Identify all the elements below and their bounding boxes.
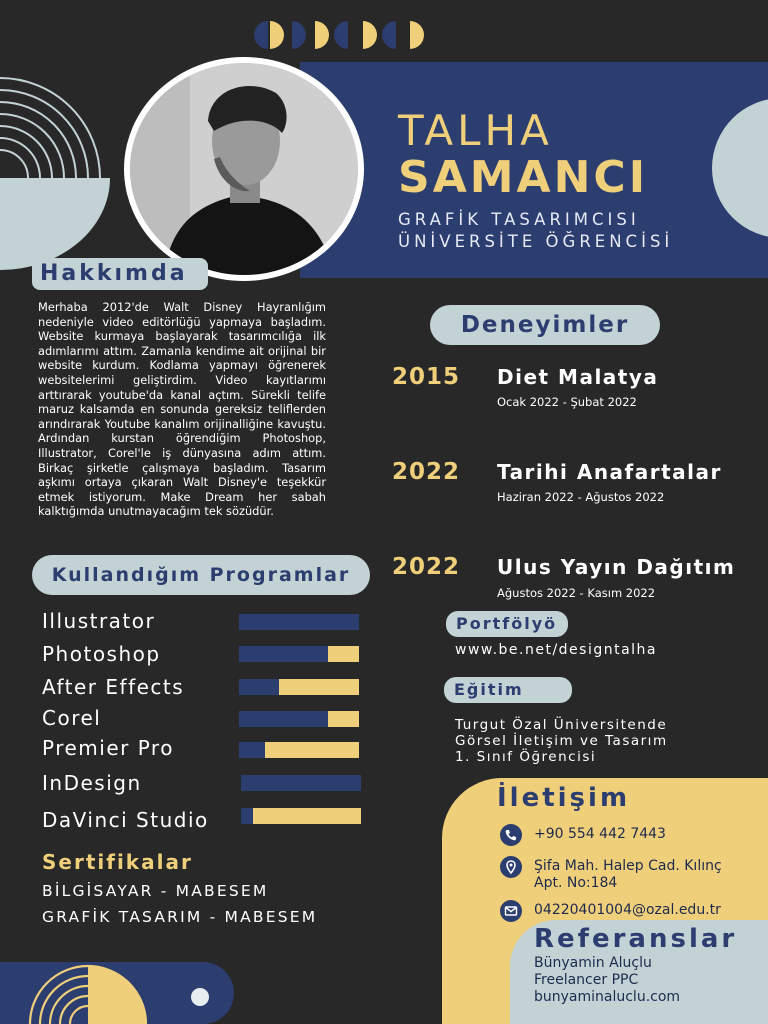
reference-name: Bünyamin Aluçlu [534,955,652,971]
experience-company: Tarihi Anafartalar [497,460,722,484]
skill-bar-fill [253,808,361,824]
certificate-item: BİLGİSAYAR - MABESEM [42,882,269,900]
skill-bar [239,679,359,695]
concentric-arcs-decoration [0,68,112,270]
education-heading: Eğitim [444,677,572,703]
portfolio-heading: Portfölyö [446,611,568,637]
bottom-dot [191,988,209,1006]
certificates-heading: Sertifikalar [42,850,193,874]
skill-bar [241,808,361,824]
skill-bar-fill [265,742,359,758]
experience-heading: Deneyimler [430,305,660,345]
experience-year: 2022 [392,554,461,580]
skill-bar-fill [328,646,359,662]
reference-role: Freelancer PPC [534,972,639,988]
contact-address [534,858,722,892]
skill-bar-fill [279,679,359,695]
experience-dates: Ağustos 2022 - Kasım 2022 [497,586,656,600]
references-heading: Referanslar [534,924,738,954]
role-line-1: GRAFİK TASARIMCISI [398,210,640,229]
skill-bar [239,614,359,630]
education-line: 1. Sınıf Öğrencisi [455,749,597,765]
portfolio-link[interactable]: www.be.net/designtalha [455,642,658,658]
contact-phone[interactable]: +90 554 442 7443 [534,826,666,842]
program-label: DaVinci Studio [42,808,209,832]
profile-photo [130,63,358,275]
skill-bar [239,646,359,662]
last-name: SAMANCI [398,152,649,203]
program-label: After Effects [42,675,185,699]
role-line-2: ÜNİVERSİTE ÖĞRENCİSİ [398,232,674,251]
program-label: Premier Pro [42,736,174,760]
programs-heading: Kullandığım Programlar [32,555,370,595]
program-label: Illustrator [42,609,156,633]
about-text: Merhaba 2012'de Walt Disney Hayranlığım nedeniyle video editörlüğü yapmaya başladım. Website kurmaya başlayarak tasarımcılığa ilk adımlarımı attım. Zamanla kendime ait orijinal bir website kurdum. Kodlama yapmayı öğrenerek websitelerimi geliştirdim. Video kayıtlarımı arttırarak youtube'da kanal açtım. Sürekli telife maruz kalsamda en sonunda gereksiz teliflerden arındırarak Youtube kanalım orijinalliğine kavuştu. Ardından kurstan öğrendiğim Photoshop, Illustrator, Corel'le iş dünyasına adım attım. Birkaç şirketle çalışmaya başladım. Tasarım aşkımı ortaya çıkaran Walt Disney'e teşekkür etmek istiyorum. Make Dream her sabah kalktığımda unutmayacağım tek sözüdür. [38,300,326,519]
experience-dates: Haziran 2022 - Ağustos 2022 [497,490,665,504]
mail-icon [500,900,522,922]
contact-heading: İletişim [497,783,631,813]
about-heading: Hakkımda [32,258,208,290]
certificate-item: GRAFİK TASARIM - MABESEM [42,908,318,926]
skill-bar [239,742,359,758]
education-line: Turgut Özal Üniversitende [455,717,668,733]
education-line: Görsel İletişim ve Tasarım [455,733,668,749]
contact-email[interactable]: 04220401004@ozal.edu.tr [534,902,721,918]
first-name: TALHA [398,106,553,155]
program-label: Corel [42,706,102,730]
skill-bar [241,775,361,791]
location-icon [500,856,522,878]
experience-year: 2022 [392,459,461,485]
education-text [455,717,668,765]
experience-year: 2015 [392,364,461,390]
experience-company: Diet Malatya [497,365,659,389]
experience-company: Ulus Yayın Dağıtım [497,555,736,579]
address-line: Şifa Mah. Halep Cad. Kılınç [534,858,722,874]
experience-dates: Ocak 2022 - Şubat 2022 [497,395,637,409]
address-line: Apt. No:184 [534,875,618,891]
program-label: Photoshop [42,642,161,666]
reference-website[interactable]: bunyaminaluclu.com [534,989,681,1005]
phone-icon [500,824,522,846]
skill-bar-fill [328,711,359,727]
program-label: InDesign [42,771,142,795]
bottom-arcs-decoration [26,962,156,1024]
decorative-half-circles [246,20,428,50]
skill-bar [239,711,359,727]
